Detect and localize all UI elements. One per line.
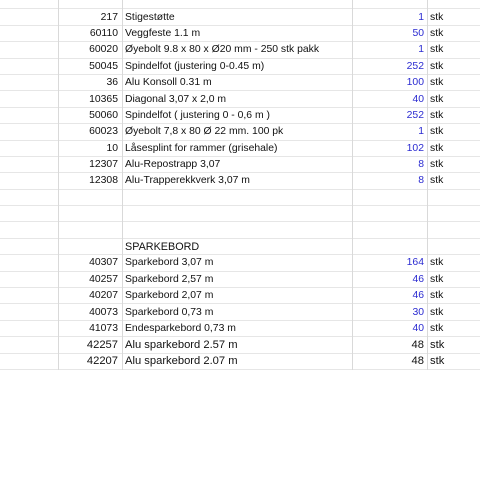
- unit-cell[interactable]: stk: [430, 338, 445, 351]
- description-cell[interactable]: Alu-Repostrapp 3,07: [125, 159, 221, 171]
- unit-cell[interactable]: stk: [430, 77, 444, 89]
- quantity-cell[interactable]: [352, 239, 426, 254]
- item-code-cell[interactable]: 41073: [89, 323, 118, 334]
- unit-cell[interactable]: stk: [430, 44, 444, 56]
- quantity-cell[interactable]: 8: [418, 175, 424, 187]
- unit-cell[interactable]: stk: [430, 109, 444, 121]
- unit-cell[interactable]: stk: [430, 27, 444, 39]
- quantity-cell[interactable]: 1: [418, 11, 424, 23]
- unit-cell[interactable]: [428, 0, 480, 8]
- description-cell[interactable]: [123, 0, 351, 8]
- quantity-cell[interactable]: 50: [412, 27, 424, 39]
- item-code-cell[interactable]: 50060: [89, 109, 118, 121]
- quantity-cell[interactable]: 46: [412, 273, 424, 285]
- description-cell[interactable]: Spindelfot ( justering 0 - 0,6 m ): [125, 109, 270, 121]
- table-row: [0, 304, 480, 320]
- description-cell[interactable]: Sparkebord 2,57 m: [125, 273, 214, 285]
- item-code-cell[interactable]: 50045: [89, 60, 118, 72]
- quantity-cell[interactable]: 252: [406, 109, 424, 121]
- table-row: [0, 337, 480, 353]
- column-divider: [122, 0, 123, 370]
- table-row: [0, 0, 480, 9]
- table-row: [0, 255, 480, 271]
- table-row: [0, 124, 480, 140]
- quantity-cell[interactable]: 1: [418, 126, 424, 138]
- item-code-cell[interactable]: [58, 190, 121, 205]
- table-row: [0, 272, 480, 288]
- description-cell[interactable]: Sparkebord 2,07 m: [125, 290, 214, 302]
- quantity-cell[interactable]: 252: [406, 60, 424, 72]
- item-code-cell[interactable]: 36: [106, 77, 118, 89]
- quantity-cell[interactable]: [352, 206, 426, 221]
- description-cell[interactable]: Alu-Trapperekkverk 3,07 m: [125, 175, 250, 187]
- table-row: [0, 288, 480, 304]
- item-code-cell[interactable]: 60020: [89, 44, 118, 56]
- unit-cell[interactable]: stk: [430, 323, 444, 334]
- quantity-cell[interactable]: 48: [411, 355, 424, 368]
- table-row: [0, 141, 480, 157]
- unit-cell[interactable]: stk: [430, 355, 445, 368]
- table-row: [0, 91, 480, 107]
- item-code-cell[interactable]: 12307: [89, 159, 118, 171]
- section-header-row: [0, 239, 480, 255]
- table-row: [0, 157, 480, 173]
- item-code-cell[interactable]: 60110: [89, 27, 118, 39]
- item-code-cell[interactable]: 10: [106, 142, 118, 154]
- quantity-cell[interactable]: 1: [418, 44, 424, 56]
- description-cell[interactable]: Øyebolt 7,8 x 80 Ø 22 mm. 100 pk: [125, 126, 284, 138]
- description-cell[interactable]: Sparkebord 0,73 m: [125, 306, 214, 318]
- unit-cell[interactable]: stk: [430, 290, 444, 302]
- item-code-cell[interactable]: 42257: [86, 338, 118, 351]
- table-row: [0, 173, 480, 189]
- description-cell[interactable]: [123, 222, 351, 237]
- quantity-cell[interactable]: 164: [406, 257, 424, 269]
- item-code-cell[interactable]: [58, 0, 121, 8]
- description-cell[interactable]: Endesparkebord 0,73 m: [125, 323, 236, 334]
- description-cell[interactable]: Låsesplint for rammer (grisehale): [125, 142, 278, 154]
- unit-cell[interactable]: stk: [430, 159, 444, 171]
- unit-cell[interactable]: stk: [430, 93, 444, 105]
- table-row: [0, 26, 480, 42]
- item-code-cell[interactable]: [58, 206, 121, 221]
- item-code-cell[interactable]: 10365: [89, 93, 118, 105]
- unit-cell[interactable]: stk: [430, 257, 444, 269]
- item-code-cell[interactable]: 40207: [89, 290, 118, 302]
- table-row: [0, 75, 480, 91]
- item-code-cell[interactable]: 60023: [89, 126, 118, 138]
- quantity-cell[interactable]: 8: [418, 159, 424, 171]
- item-code-cell[interactable]: 12308: [89, 175, 118, 187]
- table-row: [0, 42, 480, 58]
- table-row: [0, 59, 480, 75]
- table-row: [0, 190, 480, 206]
- unit-cell[interactable]: stk: [430, 273, 444, 285]
- quantity-cell[interactable]: 48: [411, 338, 424, 351]
- table-row: [0, 108, 480, 124]
- item-code-cell[interactable]: 40257: [89, 273, 118, 285]
- column-divider: [352, 0, 353, 370]
- quantity-cell[interactable]: 40: [412, 323, 424, 334]
- quantity-cell[interactable]: 46: [412, 290, 424, 302]
- quantity-cell[interactable]: 30: [412, 306, 424, 318]
- description-cell[interactable]: Øyebolt 9.8 x 80 x Ø20 mm - 250 stk pakk: [125, 44, 320, 56]
- unit-cell[interactable]: [428, 190, 480, 205]
- quantity-cell[interactable]: [352, 0, 426, 8]
- item-code-cell[interactable]: 217: [100, 11, 118, 23]
- column-divider: [58, 0, 59, 370]
- description-cell[interactable]: Spindelfot (justering 0-0.45 m): [125, 60, 265, 72]
- description-cell[interactable]: [123, 206, 351, 221]
- quantity-cell[interactable]: 40: [412, 93, 424, 105]
- item-code-cell[interactable]: [58, 222, 121, 237]
- quantity-cell[interactable]: [352, 190, 426, 205]
- item-code-cell[interactable]: 42207: [86, 355, 118, 368]
- unit-cell[interactable]: [428, 222, 480, 237]
- description-cell[interactable]: SPARKEBORD: [125, 240, 200, 253]
- item-code-cell[interactable]: [58, 239, 121, 254]
- description-cell[interactable]: Diagonal 3,07 x 2,0 m: [125, 93, 227, 105]
- description-cell[interactable]: [123, 190, 351, 205]
- unit-cell[interactable]: stk: [430, 11, 444, 23]
- column-divider: [427, 0, 428, 370]
- table-row: [0, 206, 480, 222]
- unit-cell[interactable]: stk: [430, 142, 444, 154]
- description-cell[interactable]: Alu Konsoll 0.31 m: [125, 77, 212, 89]
- unit-cell[interactable]: stk: [430, 126, 444, 138]
- description-cell[interactable]: Veggfeste 1.1 m: [125, 27, 201, 39]
- description-cell[interactable]: Sparkebord 3,07 m: [125, 257, 214, 269]
- table-row: [0, 354, 480, 370]
- description-cell[interactable]: Alu sparkebord 2.57 m: [125, 338, 238, 351]
- item-code-cell[interactable]: 40307: [89, 257, 118, 269]
- quantity-cell[interactable]: [352, 222, 426, 237]
- description-cell[interactable]: Alu sparkebord 2.07 m: [125, 355, 238, 368]
- quantity-cell[interactable]: 102: [406, 142, 424, 154]
- table-row: [0, 222, 480, 238]
- table-row: [0, 321, 480, 337]
- unit-cell[interactable]: stk: [430, 60, 444, 72]
- table-row: [0, 9, 480, 25]
- unit-cell[interactable]: [428, 239, 480, 254]
- description-cell[interactable]: Stigestøtte: [125, 11, 175, 23]
- unit-cell[interactable]: stk: [430, 306, 444, 318]
- quantity-cell[interactable]: 100: [406, 77, 424, 89]
- item-code-cell[interactable]: 40073: [89, 306, 118, 318]
- unit-cell[interactable]: [428, 206, 480, 221]
- unit-cell[interactable]: stk: [430, 175, 444, 187]
